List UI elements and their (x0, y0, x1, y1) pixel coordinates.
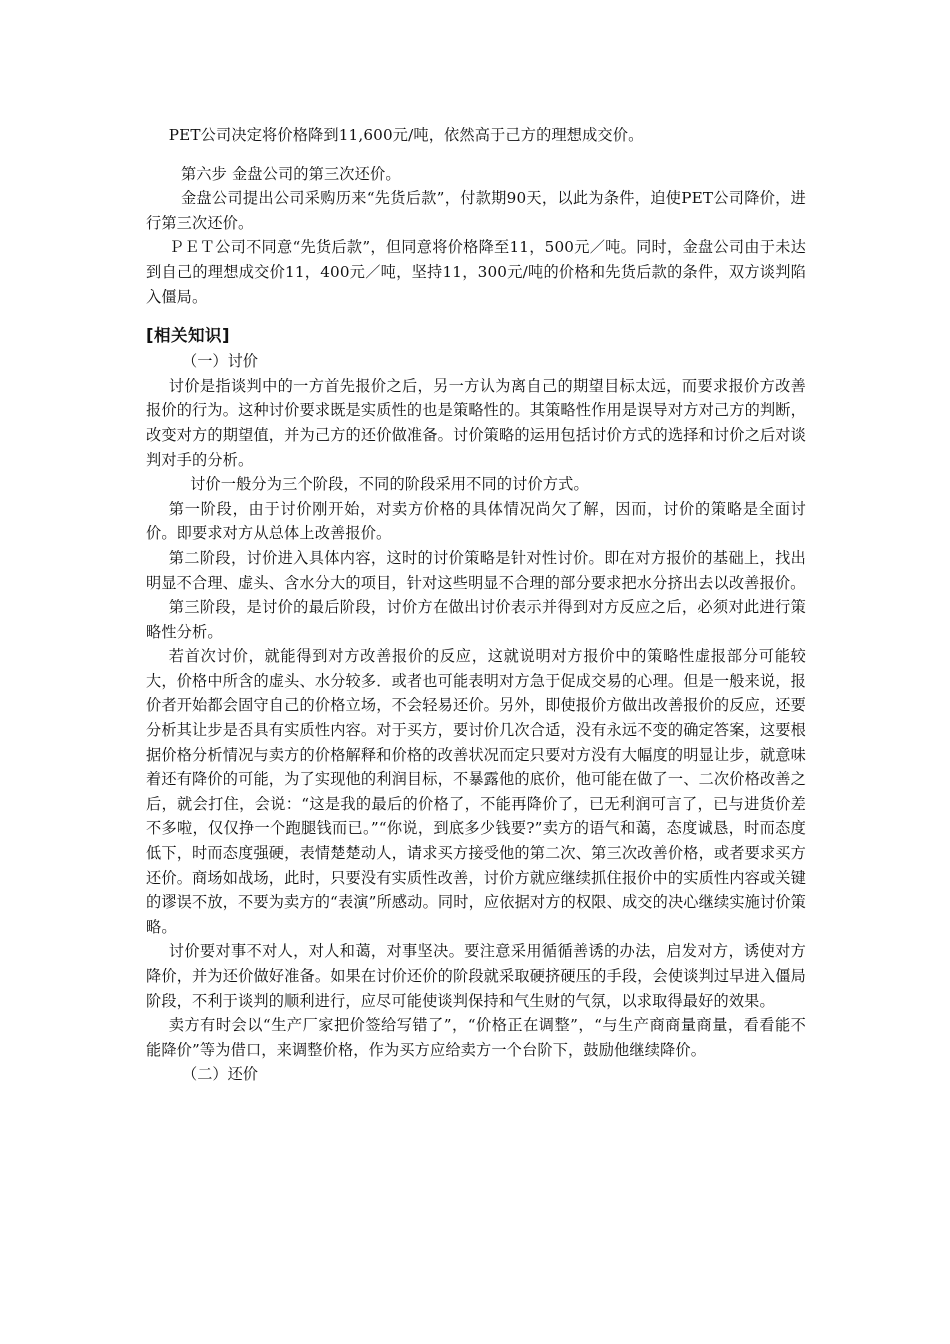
paragraph-price-cut: PET公司决定将价格降到11,600元/吨，依然高于己方的理想成交价。 (168, 126, 644, 144)
paragraph-stage-three: 第三阶段，是讨价的最后阶段，讨价方在做出讨价表示并得到对方反应之后，必须对此进行策略性分析。 (146, 598, 806, 641)
paragraph-third-counteroffer: 金盘公司提出公司采购历来“先货后款”，付款期90天，以此为条件，迫使PET公司降价，进行第三次还价。 (146, 189, 806, 232)
paragraph-three-stages: 讨价一般分为三个阶段，不同的阶段采用不同的讨价方式。 (190, 475, 589, 494)
spacer (146, 309, 806, 323)
paragraph-seller-excuses: 卖方有时会以“生产厂家把价签给写错了”，“价格正在调整”，“与生产商商量商量，看看能不能降价”等为借口，来调整价格，作为买方应给卖方一个台阶下，鼓励他继续降价。 (146, 1016, 806, 1059)
paragraph-stage-two: 第二阶段，讨价进入具体内容，这时的讨价策略是针对性讨价。即在对方报价的基础上，找出明显不合理、虚头、含水分大的项目，针对这些明显不合理的部分要求把水分挤出去以改善报价。 (146, 548, 806, 592)
paragraph-stage-one: 第一阶段，由于讨价刚开始，对卖方价格的具体情况尚欠了解，因而，讨价的策略是全面讨价。即要求对方从总体上改善报价。 (146, 499, 806, 543)
paragraph-bargaining-definition: 讨价是指谈判中的一方首先报价之后，另一方认为离自己的期望目标太远，而要求报价方改善报价的行为。这种讨价要求既是实质性的也是策略性的。其策略性作用是误导对方对己方的判断，改变对方的期望值，并为己方的还价做准备。讨价策略的运用包括讨价方式的选择和讨价之后对谈判对手的分析。 (146, 376, 806, 469)
paragraph-bargain-principles: 讨价要对事不对人，对人和蔼，对事坚决。要注意采用循循善诱的办法，启发对方，诱使对方降价，并为还价做好准备。如果在讨价还价的阶段就采取硬挤硬压的手段，会使谈判过早进入僵局阶段，不利于谈判的顺利进行，应尽可能使谈判保持和气生财的气氛，以求取得最好的效果。 (146, 942, 806, 1010)
step-six-title: 第六步 金盘公司的第三次还价。 (180, 164, 401, 183)
subheading-counteroffer: （二）还价 (182, 1065, 258, 1084)
paragraph-deadlock: ＰＥＴ公司不同意“先货后款”，但同意将价格降至11，500元／吨。同时，金盘公司由于未达到自己的理想成交价11，400元／吨，坚持11，300元/吨的价格和先货后款的条件，双方谈判陷入僵局。 (146, 238, 806, 306)
subheading-bargaining: （一）讨价 (182, 352, 258, 371)
section-heading: [相关知识] (146, 326, 231, 346)
spacer (146, 148, 806, 162)
document-body (146, 123, 806, 1087)
paragraph-first-bargain-analysis: 若首次讨价，就能得到对方改善报价的反应，这就说明对方报价中的策略性虚报部分可能较大，价格中所含的虚头、水分较多．或者也可能表明对方急于促成交易的心理。但是一般来说，报价者开始都会固守自己的价格立场，不会轻易还价。另外，即使报价方做出改善报价的反应，还要分析其让步是否具有实质性内容。对于买方，要讨价几次合适，没有永远不变的确定答案，这要根据价格分析情况与卖方的价格解释和价格的改善状况而定只要对方没有大幅度的明显让步，就意味着还有降价的可能，为了实现他的利润目标，不暴露他的底价，他可能在做了一、二次价格改善之后，就会打住，会说：“这是我的最后的价格了，不能再降价了，已无利润可言了，已与进货价差不多啦，仅仅挣一个跑腿钱而已。”“你说，到底多少钱要?”卖方的语气和蔼，态度诚恳，时而态度低下，时而态度强硬，表情楚楚动人，请求买方接受他的第二次、第三次改善价格，或者要求买方还价。商场如战场，此时，只要没有实质性改善，讨价方就应继续抓住报价中的实质性内容或关键的谬误不放，不要为卖方的“表演”所感动。同时，应依据对方的权限、成交的决心继续实施讨价策略。 (146, 647, 807, 936)
